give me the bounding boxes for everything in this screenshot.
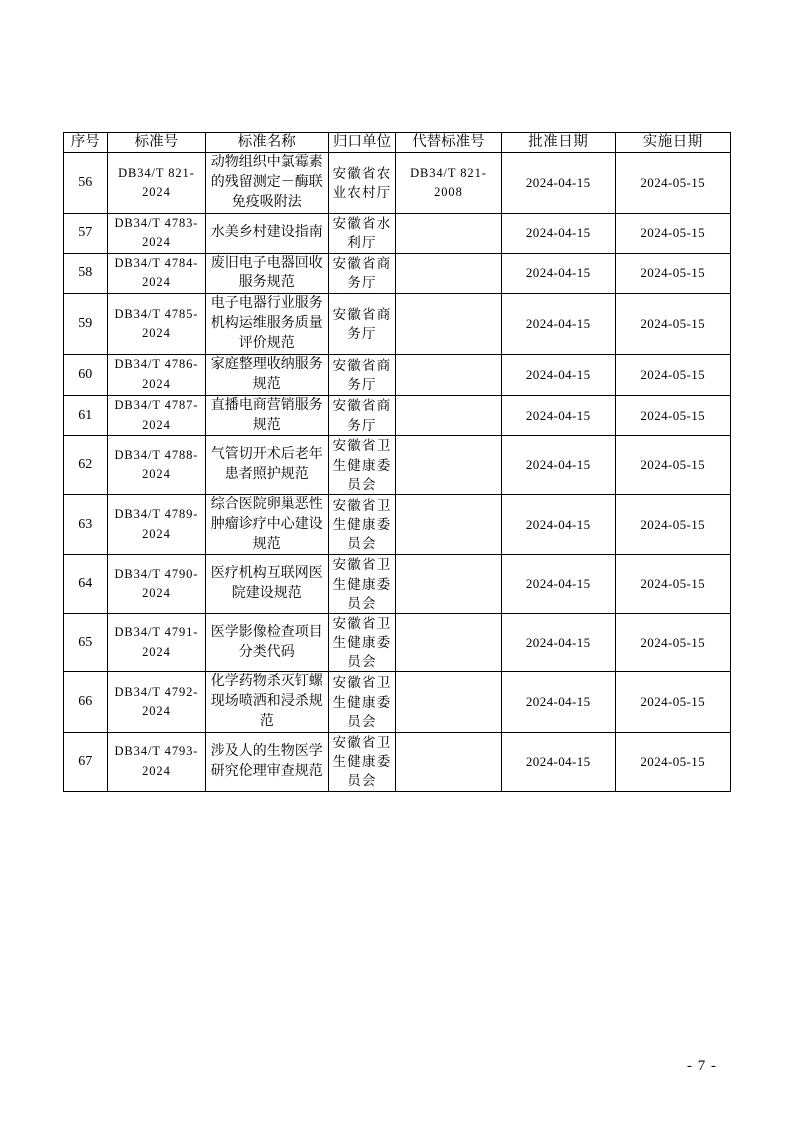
cell-department: 安徽省卫生健康委员会 xyxy=(328,733,396,791)
header-standard-number: 标准号 xyxy=(107,133,205,153)
table-row xyxy=(63,672,730,733)
cell-implementation-date: 2024-05-15 xyxy=(615,494,730,555)
cell-replaced-standard xyxy=(396,733,501,791)
cell-approval-date: 2024-04-15 xyxy=(501,672,615,733)
cell-department: 安徽省商务厅 xyxy=(328,395,396,436)
cell-seq: 58 xyxy=(63,253,107,294)
cell-standard-number: DB34/T 4792-2024 xyxy=(107,672,205,733)
table-body xyxy=(63,153,730,791)
cell-standard-name: 水美乡村建设指南 xyxy=(205,213,328,253)
cell-implementation-date: 2024-05-15 xyxy=(615,213,730,253)
cell-replaced-standard xyxy=(396,672,501,733)
cell-seq: 66 xyxy=(63,672,107,733)
standards-table xyxy=(63,132,731,792)
cell-approval-date: 2024-04-15 xyxy=(501,395,615,436)
cell-standard-number: DB34/T 821-2024 xyxy=(107,153,205,214)
cell-implementation-date: 2024-05-15 xyxy=(615,253,730,294)
cell-replaced-standard xyxy=(396,253,501,294)
cell-department: 安徽省商务厅 xyxy=(328,294,396,355)
cell-seq: 62 xyxy=(63,436,107,494)
table-row xyxy=(63,494,730,555)
cell-replaced-standard xyxy=(396,213,501,253)
header-row xyxy=(63,133,730,153)
cell-department: 安徽省卫生健康委员会 xyxy=(328,613,396,671)
cell-standard-name: 医疗机构互联网医院建设规范 xyxy=(205,555,328,613)
cell-implementation-date: 2024-05-15 xyxy=(615,354,730,395)
table-row xyxy=(63,253,730,294)
table-header xyxy=(63,133,730,153)
cell-standard-name: 动物组织中氯霉素的残留测定－酶联免疫吸附法 xyxy=(205,153,328,214)
cell-seq: 56 xyxy=(63,153,107,214)
cell-seq: 65 xyxy=(63,613,107,671)
cell-approval-date: 2024-04-15 xyxy=(501,613,615,671)
cell-implementation-date: 2024-05-15 xyxy=(615,672,730,733)
table-row xyxy=(63,153,730,214)
cell-standard-name: 化学药物杀灭钉螺现场喷洒和浸杀规范 xyxy=(205,672,328,733)
cell-standard-number: DB34/T 4789-2024 xyxy=(107,494,205,555)
cell-implementation-date: 2024-05-15 xyxy=(615,153,730,214)
cell-standard-number: DB34/T 4790-2024 xyxy=(107,555,205,613)
cell-approval-date: 2024-04-15 xyxy=(501,294,615,355)
cell-replaced-standard xyxy=(396,395,501,436)
cell-implementation-date: 2024-05-15 xyxy=(615,395,730,436)
cell-replaced-standard xyxy=(396,555,501,613)
cell-approval-date: 2024-04-15 xyxy=(501,494,615,555)
cell-replaced-standard xyxy=(396,294,501,355)
cell-implementation-date: 2024-05-15 xyxy=(615,613,730,671)
cell-seq: 57 xyxy=(63,213,107,253)
cell-standard-name: 气管切开术后老年患者照护规范 xyxy=(205,436,328,494)
cell-standard-name: 电子电器行业服务机构运维服务质量评价规范 xyxy=(205,294,328,355)
header-seq: 序号 xyxy=(63,133,107,153)
cell-standard-number: DB34/T 4793-2024 xyxy=(107,733,205,791)
header-department: 归口单位 xyxy=(328,133,396,153)
cell-standard-name: 家庭整理收纳服务规范 xyxy=(205,354,328,395)
cell-replaced-standard xyxy=(396,354,501,395)
table-row xyxy=(63,294,730,355)
cell-approval-date: 2024-04-15 xyxy=(501,436,615,494)
table-row xyxy=(63,395,730,436)
cell-approval-date: 2024-04-15 xyxy=(501,733,615,791)
cell-department: 安徽省农业农村厅 xyxy=(328,153,396,214)
cell-seq: 61 xyxy=(63,395,107,436)
cell-standard-name: 废旧电子电器回收服务规范 xyxy=(205,253,328,294)
cell-standard-number: DB34/T 4786-2024 xyxy=(107,354,205,395)
cell-department: 安徽省水利厅 xyxy=(328,213,396,253)
cell-seq: 63 xyxy=(63,494,107,555)
cell-approval-date: 2024-04-15 xyxy=(501,253,615,294)
cell-standard-name: 直播电商营销服务规范 xyxy=(205,395,328,436)
cell-standard-number: DB34/T 4784-2024 xyxy=(107,253,205,294)
cell-replaced-standard xyxy=(396,494,501,555)
cell-standard-name: 综合医院卵巢恶性肿瘤诊疗中心建设规范 xyxy=(205,494,328,555)
cell-standard-number: DB34/T 4791-2024 xyxy=(107,613,205,671)
cell-department: 安徽省卫生健康委员会 xyxy=(328,436,396,494)
cell-approval-date: 2024-04-15 xyxy=(501,354,615,395)
cell-standard-name: 涉及人的生物医学研究伦理审查规范 xyxy=(205,733,328,791)
table-row xyxy=(63,613,730,671)
cell-seq: 59 xyxy=(63,294,107,355)
table-row xyxy=(63,733,730,791)
table-row xyxy=(63,436,730,494)
cell-department: 安徽省卫生健康委员会 xyxy=(328,672,396,733)
cell-department: 安徽省卫生健康委员会 xyxy=(328,494,396,555)
cell-approval-date: 2024-04-15 xyxy=(501,555,615,613)
cell-seq: 60 xyxy=(63,354,107,395)
cell-implementation-date: 2024-05-15 xyxy=(615,555,730,613)
cell-approval-date: 2024-04-15 xyxy=(501,153,615,214)
header-approval-date: 批准日期 xyxy=(501,133,615,153)
cell-standard-number: DB34/T 4785-2024 xyxy=(107,294,205,355)
table-row xyxy=(63,555,730,613)
table-row xyxy=(63,213,730,253)
cell-seq: 67 xyxy=(63,733,107,791)
cell-standard-number: DB34/T 4787-2024 xyxy=(107,395,205,436)
header-replaced-standard: 代替标准号 xyxy=(396,133,501,153)
cell-implementation-date: 2024-05-15 xyxy=(615,294,730,355)
cell-replaced-standard xyxy=(396,613,501,671)
cell-approval-date: 2024-04-15 xyxy=(501,213,615,253)
table-row xyxy=(63,354,730,395)
cell-department: 安徽省商务厅 xyxy=(328,354,396,395)
cell-standard-number: DB34/T 4783-2024 xyxy=(107,213,205,253)
header-implementation-date: 实施日期 xyxy=(615,133,730,153)
cell-implementation-date: 2024-05-15 xyxy=(615,436,730,494)
page-number: - 7 - xyxy=(687,1058,717,1074)
header-standard-name: 标准名称 xyxy=(205,133,328,153)
cell-standard-name: 医学影像检查项目分类代码 xyxy=(205,613,328,671)
cell-department: 安徽省商务厅 xyxy=(328,253,396,294)
cell-standard-number: DB34/T 4788-2024 xyxy=(107,436,205,494)
cell-implementation-date: 2024-05-15 xyxy=(615,733,730,791)
cell-replaced-standard xyxy=(396,436,501,494)
cell-seq: 64 xyxy=(63,555,107,613)
cell-department: 安徽省卫生健康委员会 xyxy=(328,555,396,613)
cell-replaced-standard: DB34/T 821-2008 xyxy=(396,153,501,214)
